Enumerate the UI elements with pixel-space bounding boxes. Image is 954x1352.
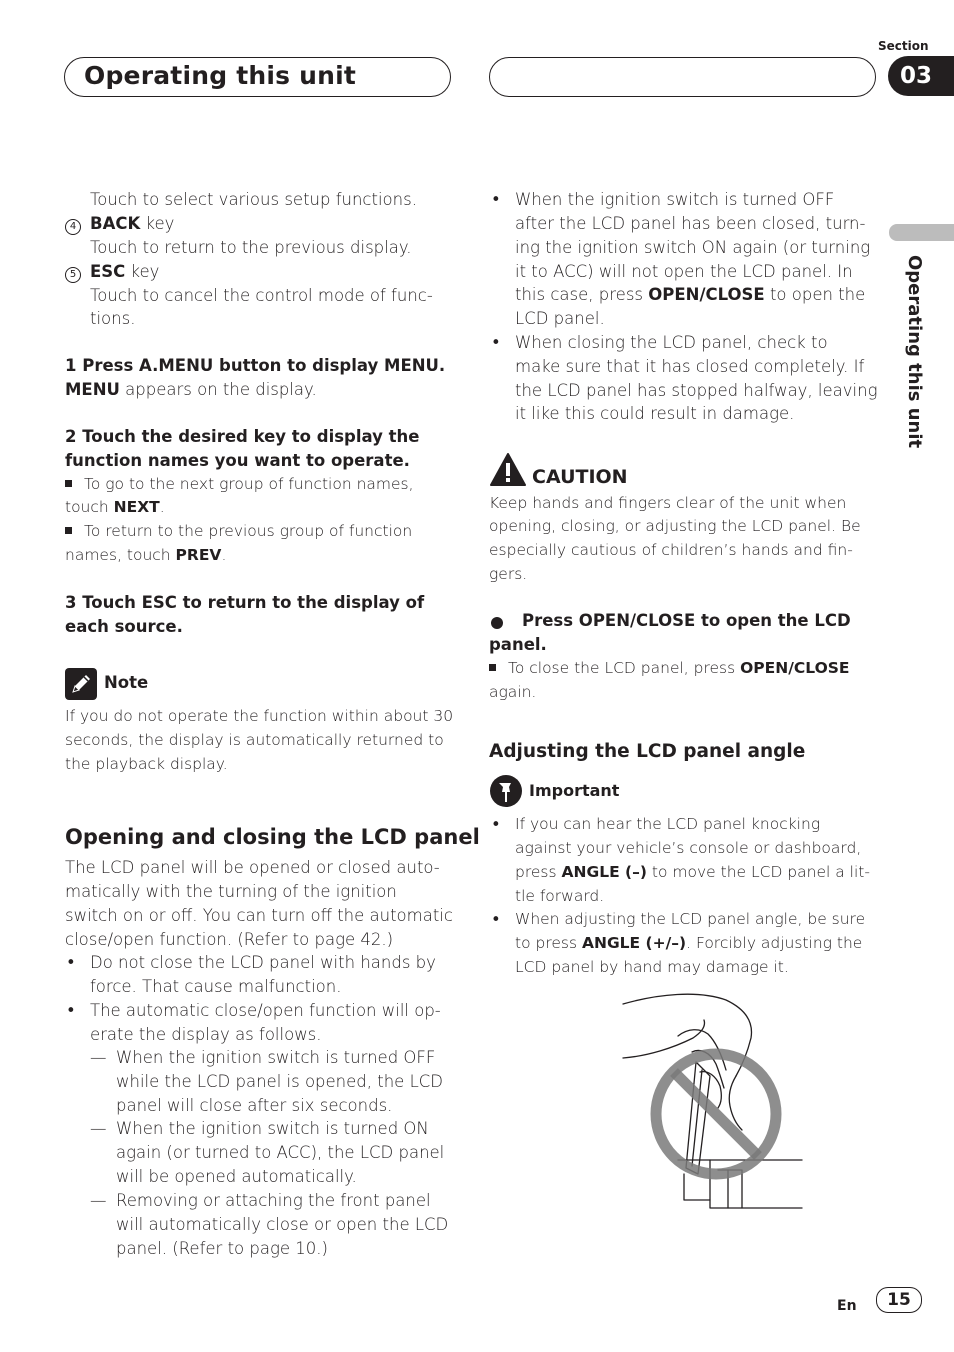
lcd-para-line-3: switch on or off. You can turn off the automatic bbox=[65, 906, 453, 925]
angle-section-title: Adjusting the LCD panel angle bbox=[489, 741, 806, 762]
dash: — bbox=[90, 1048, 107, 1067]
dash-1-line-2: while the LCD panel is opened, the LCD bbox=[116, 1072, 443, 1091]
imp-b1-line-4: tle forward. bbox=[515, 887, 605, 905]
caution-line-4: gers. bbox=[489, 565, 528, 583]
r-bullet-1-line-1: When the ignition switch is turned OFF bbox=[515, 190, 835, 209]
important-label: Important bbox=[529, 781, 620, 800]
r-bullet-1-line-3: ing the ignition switch ON again (or turning bbox=[515, 238, 871, 257]
dash-3-line-1: Removing or attaching the front panel bbox=[116, 1191, 431, 1210]
r-bullet-2-line-2: make sure that it has closed completely. If bbox=[515, 357, 865, 376]
press-step-heading-1: Press OPEN/CLOSE to open the LCD bbox=[522, 611, 851, 630]
circle-number: 4 bbox=[65, 219, 81, 235]
hand-on-lcd-prohibited-illustration bbox=[618, 990, 808, 1210]
dash-1-line-3: panel will close after six seconds. bbox=[116, 1096, 393, 1115]
lcd-para-line-1: The LCD panel will be opened or closed auto- bbox=[65, 858, 440, 877]
imp-b2-line-1: When adjusting the LCD panel angle, be sure bbox=[515, 910, 866, 928]
circle-number: 5 bbox=[65, 267, 81, 283]
side-tab-label bbox=[887, 255, 927, 470]
bullet-dot: • bbox=[491, 333, 501, 352]
square-bullet-icon bbox=[65, 527, 72, 534]
bullet-2-line-1: The automatic close/open function will op- bbox=[90, 1001, 441, 1020]
note-line-2: seconds, the display is automatically returned to bbox=[65, 731, 444, 749]
step-3-heading-2: each source. bbox=[65, 617, 183, 636]
note-line-1: If you do not operate the function within about 30 bbox=[65, 707, 454, 725]
step-1-rest: appears on the display. bbox=[119, 380, 317, 399]
step-2-heading-1: 2 Touch the desired key to display the bbox=[65, 427, 420, 446]
caution-label: CAUTION bbox=[532, 466, 628, 488]
step-2-bullet-1b: touch NEXT. bbox=[65, 498, 165, 516]
open-close-word: OPEN/CLOSE bbox=[740, 659, 850, 677]
esc-key-name: ESC bbox=[90, 262, 126, 281]
section-number-badge: 03 bbox=[888, 56, 954, 96]
imp-b1-line-2: against your vehicle’s console or dashboard, bbox=[515, 839, 862, 857]
r-bullet-1-line-5: this case, press OPEN/CLOSE to open the bbox=[515, 285, 866, 304]
side-tab-marker bbox=[889, 224, 954, 241]
bullet-dot: • bbox=[66, 953, 76, 972]
caution-warning-icon bbox=[489, 452, 527, 488]
dash-3-line-2: will automatically close or open the LCD bbox=[116, 1215, 449, 1234]
dash-2-line-1: When the ignition switch is turned ON bbox=[116, 1119, 429, 1138]
page-number: 15 bbox=[876, 1287, 922, 1313]
angle-minus-word: ANGLE (–) bbox=[561, 863, 647, 881]
key-suffix: key bbox=[125, 262, 160, 281]
step-2-bullet-1a bbox=[65, 473, 414, 497]
dash-2-line-2: again (or turned to ACC), the LCD panel bbox=[116, 1143, 445, 1162]
lcd-para-line-4: close/open function. (Refer to page 42.) bbox=[65, 930, 394, 949]
list-item-esc bbox=[65, 260, 81, 284]
step-2-heading-2: function names you want to operate. bbox=[65, 451, 410, 470]
step-2-bullet-2a bbox=[65, 520, 412, 544]
step-1-heading: 1 Press A.MENU button to display MENU. bbox=[65, 356, 446, 375]
imp-b1-line-3: press ANGLE (–) to move the LCD panel a lit- bbox=[515, 863, 870, 881]
dash-2-line-3: will be opened automatically. bbox=[116, 1167, 357, 1186]
bullet-1-line-2: force. That cause malfunction. bbox=[90, 977, 342, 996]
r-bullet-2-line-4: it like this could result in damage. bbox=[515, 404, 795, 423]
bullet-dot: • bbox=[491, 190, 501, 209]
step-dot-icon bbox=[491, 614, 503, 633]
intro-line: Touch to select various setup functions. bbox=[90, 190, 417, 209]
list-item-back bbox=[65, 212, 81, 236]
caution-line-2: opening, closing, or adjusting the LCD panel. Be bbox=[489, 517, 861, 535]
section-heading-lcd: Opening and closing the LCD panel bbox=[65, 825, 480, 849]
back-key-line bbox=[90, 212, 174, 236]
bullet-text: To return to the previous group of function bbox=[84, 522, 413, 540]
page-title: Operating this unit bbox=[84, 61, 357, 90]
bullet-dot: • bbox=[66, 1001, 76, 1020]
key-suffix: key bbox=[140, 214, 175, 233]
caution-line-3: especially cautious of children’s hands and fin- bbox=[489, 541, 853, 559]
bullet-dot: • bbox=[491, 815, 501, 834]
r-bullet-1-line-4: it to ACC) will not open the LCD panel. In bbox=[515, 262, 853, 281]
lcd-para-line-2: matically with the turning of the ignition bbox=[65, 882, 397, 901]
important-pin-icon bbox=[489, 774, 523, 808]
esc-key-desc-1: Touch to cancel the control mode of func- bbox=[90, 286, 433, 305]
step-3-heading-1: 3 Touch ESC to return to the display of bbox=[65, 593, 425, 612]
r-bullet-2-line-1: When closing the LCD panel, check to bbox=[515, 333, 828, 352]
next-word: NEXT bbox=[113, 498, 160, 516]
imp-b2-line-2: to press ANGLE (+/–). Forcibly adjusting the bbox=[515, 934, 863, 952]
press-step-sub-2: again. bbox=[489, 683, 537, 701]
open-close-word: OPEN/CLOSE bbox=[648, 285, 765, 304]
r-bullet-1-line-6: LCD panel. bbox=[515, 309, 605, 328]
dash-3-line-3: panel. (Refer to page 10.) bbox=[116, 1239, 328, 1258]
r-bullet-1-line-2: after the LCD panel has been closed, turn- bbox=[515, 214, 866, 233]
esc-key-line bbox=[90, 260, 159, 284]
note-pencil-icon bbox=[65, 668, 97, 700]
bullet-2-line-2: erate the display as follows. bbox=[90, 1025, 322, 1044]
imp-b2-line-3: LCD panel by hand may damage it. bbox=[515, 958, 789, 976]
note-label: Note bbox=[104, 673, 149, 692]
press-step-sub-1: To close the LCD panel, press OPEN/CLOSE bbox=[489, 657, 850, 681]
step-2-bullet-2b: names, touch PREV. bbox=[65, 546, 227, 564]
menu-word: MENU bbox=[65, 380, 120, 399]
section-label: Section bbox=[878, 39, 929, 53]
dash-1-line-1: When the ignition switch is turned OFF bbox=[116, 1048, 436, 1067]
note-line-3: the playback display. bbox=[65, 755, 228, 773]
back-key-desc: Touch to return to the previous display. bbox=[90, 238, 412, 257]
side-tab-text: Operating this unit bbox=[904, 255, 925, 449]
step-1-body bbox=[65, 378, 317, 402]
header-right-frame bbox=[489, 57, 876, 97]
imp-b1-line-1: If you can hear the LCD panel knocking bbox=[515, 815, 821, 833]
language-code: En bbox=[837, 1298, 857, 1314]
angle-plusminus-word: ANGLE (+/–) bbox=[581, 934, 687, 952]
bullet-dot: • bbox=[491, 910, 501, 929]
r-bullet-2-line-3: the LCD panel has stopped halfway, leaving bbox=[515, 381, 878, 400]
bullet-1-line-1: Do not close the LCD panel with hands by bbox=[90, 953, 436, 972]
caution-line-1: Keep hands and fingers clear of the unit when bbox=[489, 494, 847, 512]
square-bullet-icon bbox=[65, 480, 72, 487]
dash: — bbox=[90, 1119, 107, 1138]
esc-key-desc-2: tions. bbox=[90, 309, 136, 328]
back-key-name: BACK bbox=[90, 214, 141, 233]
dash: — bbox=[90, 1191, 107, 1210]
square-bullet-icon bbox=[489, 664, 496, 671]
bullet-text: To go to the next group of function names, bbox=[84, 475, 414, 493]
prev-word: PREV bbox=[175, 546, 222, 564]
press-step-heading-2: panel. bbox=[489, 635, 547, 654]
